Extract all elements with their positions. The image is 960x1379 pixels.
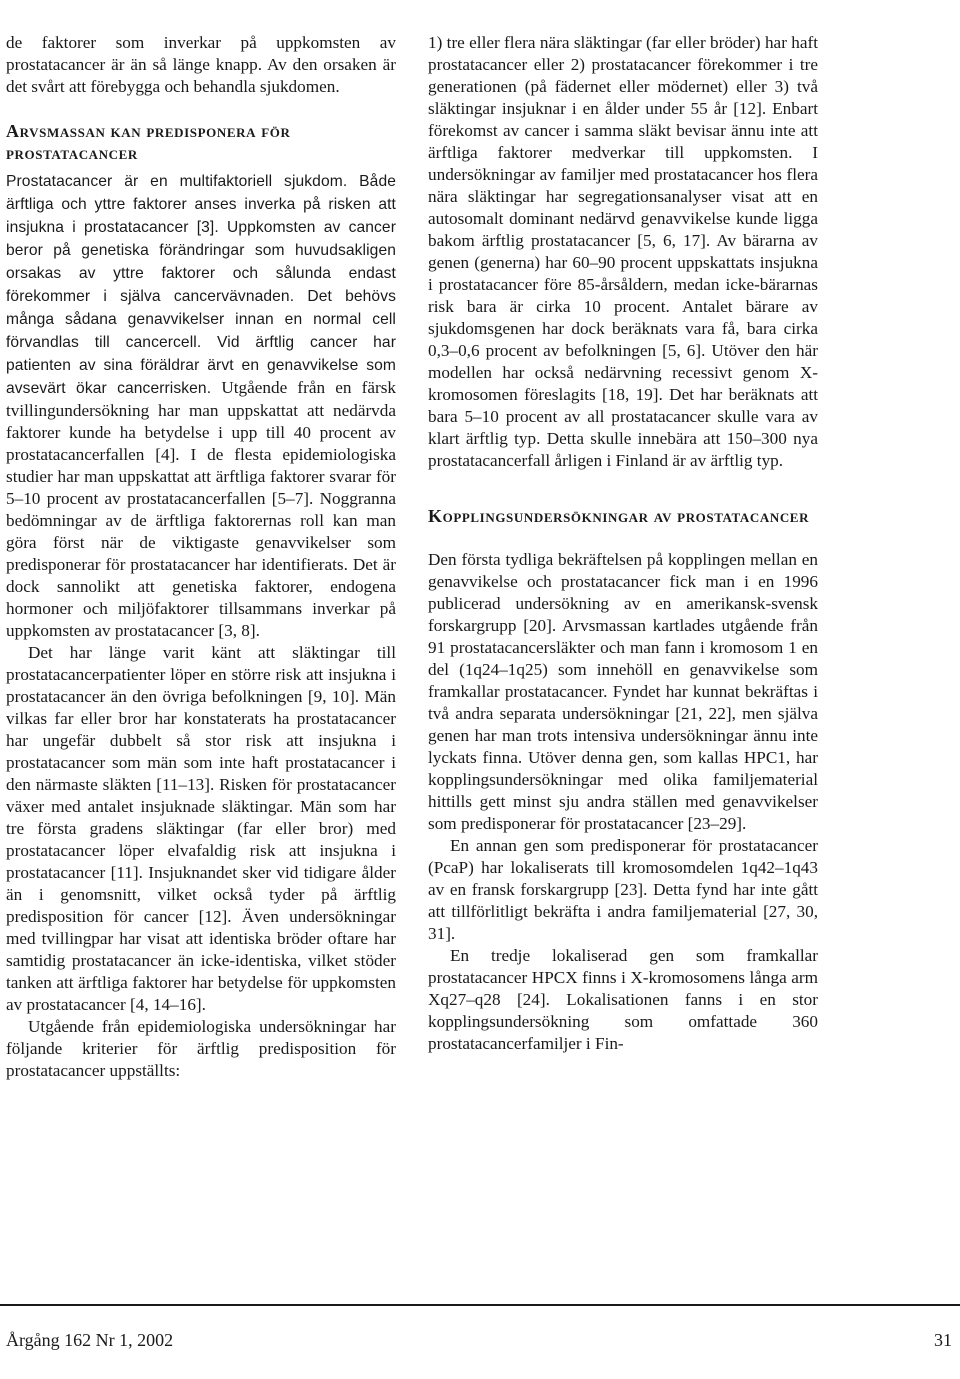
paragraph-sans-segment: Prostatacancer är en multifaktoriell sjukdom. Både ärftliga och yttre faktorer anses inverka på risken att insjukna i prostatacancer [3]. Uppkomsten av cancer beror på genetiska förändringar som huvudsakligen orsakas av yttre faktorer och sålunda endast förekommer i själva cancervävnaden. Det behövs många sådana genavvikelser innan en normal cell förvandlas till cancercell. Vid ärftlig cancer har patienten av sina föräldrar ärvt en genavvikelse som avsevärt ökar cancerrisken.: [6, 173, 396, 397]
paragraph-hpcx: En tredje lokaliserad gen som framkallar prostatacancer HPCX finns i X-kromosomens långa arm Xq27–q28 [24]. Lokalisationen fanns i en stor kopplingsundersökning som omfattade 360 prostatacancerfamiljer i Fin-: [428, 946, 818, 1053]
section-heading-linkage: Kopplingsundersökningar av prostatacancer: [428, 506, 810, 526]
paragraph-serif-segment: Utgående från en färsk tvillingundersökning har man uppskattat att nedärvda faktorer kunde ha betydelse i upp till 40 procent av prostatacancerfallen [4]. I de flesta epidemiologiska studier har man uppskattat att ärftliga faktorer svarar för 5–10 procent av prostatacancerfallen [5–7]. Noggranna bedömningar av de ärftliga faktorernas roll kan man göra först när de viktigaste genavvikelser som predisponerar för prostatacancer har identifierats. Det är dock sannolikt att genetiska faktorer, endogena hormoner och miljöfaktorer tillsammans inverkar på uppkomsten av prostatacancer [3, 8].: [6, 378, 397, 640]
journal-issue: Årgång 162 Nr 1, 2002: [6, 1330, 174, 1350]
page-number: 31: [934, 1330, 952, 1350]
section-heading-hereditary: Arvsmassan kan predisponera för prostatacancer: [6, 121, 291, 163]
paragraph-relatives-risk: Det har länge varit känt att släktingar till prostatacancerpatienter löper en större risk att insjukna i prostatacancer än den övriga befolkningen [9, 10]. Män vilkas far eller bror har konstaterats ha prostatacancer har ungefär dubbelt så stor risk att insjukna i prostatacancer som män som inte haft prostatacancer i den närmaste släkten [11–13]. Risken för prostatacancer växer med antalet insjuknade släktingar. Män som har tre första gradens släktingar (far eller bror) med prostatacancer löper elvafaldig risk att insjukna i prostatacancer [11]. Insjuknandet sker vid tidigare ålder än i genomsnitt, vilket också tyder på ärftlig predisposition för cancer [12]. Även undersökningar med tvillingpar har visat att identiska bröder oftare har samtidig prostatacancer än icke-identiska, vilket stöder tanken att ärftliga faktorer har betydelse för uppkomsten av prostatacancer [4, 14–16].: [6, 643, 396, 1014]
left-column: [6, 32, 396, 1082]
intro-paragraph: de faktorer som inverkar på uppkomsten av prostatacancer är än så länge knapp. Av den orsaken är det svårt att förebygga och behandla sjukdomen.: [6, 33, 396, 96]
right-column: [428, 32, 818, 1055]
paragraph-multifactorial: [6, 170, 396, 642]
paragraph-criteria-list: 1) tre eller flera nära släktingar (far eller bröder) har haft prostatacancer eller 2) prostatacancer förekommer i tre generationen (på fädernet eller mödernet) eller 3) två släktingar insjuknar i en ålder under 55 år [12]. Enbart förekomst av cancer i samma släkt bevisar ännu inte att ärftliga faktorer medverkar till uppkomsten. I undersökningar av familjer med prostatacancer hos flera nära släktingar har segregationsanalyser visat att en autosomalt dominant nedärvd genavvikelse kunde ligga bakom ärftlig prostatacancer [5, 6, 17]. Av bärarna av genen (generna) har 60–90 procent uppskattats insjukna i prostatacancer före 85-årsåldern, medan icke-bärarnas risk bara är cirka 10 procent. Antalet bärare av sjukdomsgenen har dock beräknats vara få, bara cirka 0,3–0,6 procent av befolkningen [5, 6]. Utöver den här modellen har också nedärvning recessivt genom X-kromosomen föreslagits [18, 19]. Det har beräknats att bara 5–10 procent av all prostatacancer skulle vara av klart ärftlig typ. Detta skulle innebära att 150–300 nya prostatacancerfall årligen i Finland är av ärftlig typ.: [428, 33, 818, 470]
paragraph-pcap: En annan gen som predisponerar för prostatacancer (PcaP) har lokaliserats till kromosomdelen 1q42–1q43 av en fransk forskargrupp [23]. Detta fynd har inte gått att tillförlitligt bekräfta i andra familjematerial [27, 30, 31].: [428, 836, 818, 943]
footer-rule: [0, 1304, 960, 1306]
paragraph-first-linkage: Den första tydliga bekräftelsen på kopplingen mellan en genavvikelse och prostatacancer fick man i en 1996 publicerad undersökning av en amerikansk-svensk forskargrupp [20]. Arvsmassan kartlades utgående från 91 prostatacancersläkter och man fann i kromosom 1 en del (1q24–1q25) som innehöll en genavvikelse som framkallar prostatacancer. Fyndet har kunnat bekräftas i två andra separata undersökningar [21, 22], men själva genen har man trots intensiva undersökningar ännu inte lyckats finna. Utöver denna gen, som kallas HPC1, har kopplingsundersökningar med olika familjematerial hittills gett minst sju andra ställen med genavvikelser som predisponerar för prostatacancer [23–29].: [428, 550, 818, 833]
paragraph-criteria: Utgående från epidemiologiska undersökningar har följande kriterier för ärftlig predisposition för prostatacancer uppställts:: [6, 1017, 396, 1080]
